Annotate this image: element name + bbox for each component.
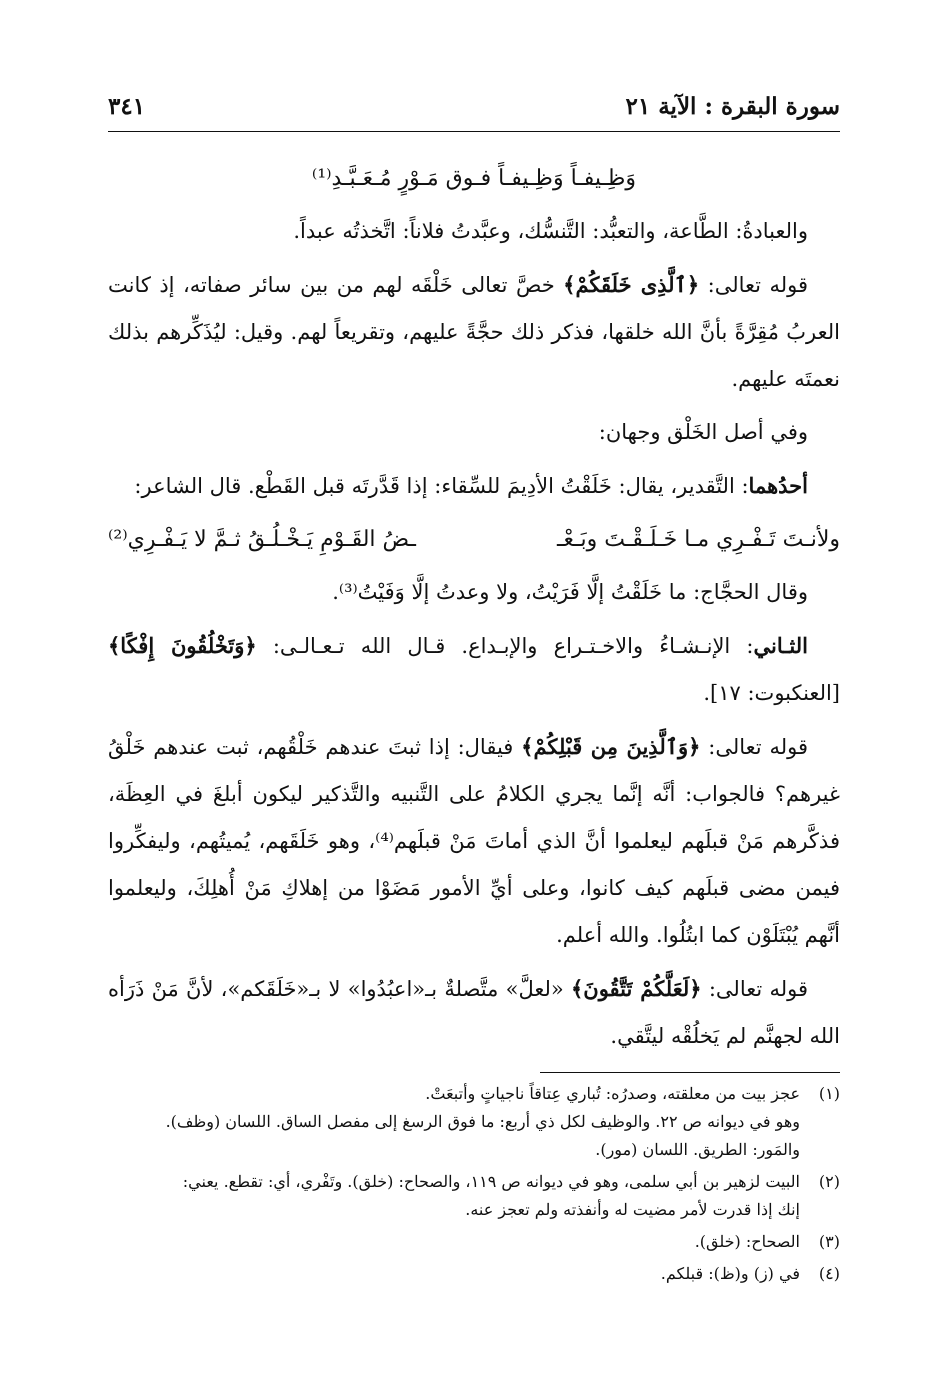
- footnote-number: (٤): [818, 1264, 840, 1283]
- footnote-text: [108, 1260, 800, 1288]
- text: قوله تعالى:: [699, 273, 809, 297]
- paragraph-2: [108, 261, 840, 403]
- footnote-line: والمَور: الطريق. اللسان (مور).: [595, 1140, 800, 1159]
- text: «لعلَّ» متَّصلةٌ بـ«اعبُدُوا» لا بـ«خَلَقَكم»، لأنَّ مَنْ ذَرَأه الله لجهنَّم لم يَخلُقْه ليتَّقي.: [108, 977, 840, 1048]
- footnote-line: وهو في ديوانه ص ٢٢. والوظيف لكل ذي أربع: ما فوق الرسغ إلى مفصل الساق. اللسان (وظف).: [165, 1112, 800, 1131]
- paragraph-5: وقال الحجَّاج: ما خَلَقْتُ إلَّا فَرَيْتُ، ولا وعدتُ إلَّا وَفَيْتُ⁽³⁾.: [332, 580, 808, 604]
- text: فيقال: إذا ثبتَ عندهم خَلْقُهم، ثبت عندهم خَلْقُ غيرهم؟ فالجواب: أنَّه إنَّما يجري الكلامُ على التَّنبيه والتَّذكير ليكون أبلغَ في العِظَة، فذكَّرهم مَنْ قبلَهم ليعلموا أنَّ الذي أماتَ مَنْ قبلَهم⁽⁴⁾، وهو خَلَقَهم، يُميتُهم، وليفكِّروا فيمن مضى قبلَهم كيف كانوا، وعلى أيِّ الأمور مَضَوْا من إهلاكِ مَنْ أُهلِكَ، وليعلموا أنَّهم يُبْتَلَوْن كما ابتُلُوا. والله أعلم.: [108, 735, 840, 947]
- paragraph-3: وفي أصل الخَلْق وجهان:: [598, 420, 808, 444]
- footnote-text: [108, 1080, 800, 1164]
- quran-reference: [العنكبوت: ١٧].: [703, 681, 840, 705]
- running-header: [108, 86, 840, 126]
- quran-quote: ﴿وَٱلَّذِينَ مِن قَبْلِكُمْ﴾: [521, 734, 701, 759]
- footnotes: [108, 1080, 840, 1292]
- paragraph-8: [108, 965, 840, 1060]
- quran-quote: ﴿وَتَخْلُقُونَ إِفْكًا﴾: [108, 633, 257, 658]
- footnote-line: إنك إذا قدرت لأمر مضيت له وأنفذته ولم تعجز عنه.: [465, 1200, 800, 1219]
- text: : التَّقدير، يقال: خَلَقْتُ الأدِيمَ للسِّقاء: إذا قَدَّرتَه قبل القَطْع. قال الشاعر:: [134, 474, 749, 498]
- hemistich-right: ولأنـتَ تَـفْـرِي مـا خَـلَـقْـتَ وبَـعْـ: [557, 527, 840, 552]
- footnote: [108, 1260, 840, 1288]
- footnote-line: البيت لزهير بن أبي سلمى، وهو في ديوانه ص ١١٩، والصحاح: (خلق). وتَفْري، أي: تقطع. يعني:: [182, 1172, 800, 1191]
- footnote-divider: [540, 1072, 840, 1073]
- footnote: [108, 1228, 840, 1256]
- text: : الإنـشـاءُ والاخـتـراع والإبـداع. قـال الله تـعـالـى:: [256, 634, 754, 658]
- paragraph-4: [108, 462, 840, 510]
- footnote-line: عجز بيت من معلقته، وصدرُه: تُباري عِتاقاً ناجياتٍ وأتبعَتْ.: [425, 1084, 800, 1103]
- quran-quote: ﴿ٱلَّذِى خَلَقَكُمْ﴾: [563, 272, 700, 297]
- footnote-text: [108, 1228, 800, 1256]
- footnote-line: في (ز) و(ظ): قبلكم.: [660, 1264, 800, 1283]
- footnote-text: [108, 1168, 800, 1224]
- footnote-number: (٢): [818, 1172, 840, 1191]
- paragraph-6: [108, 622, 840, 717]
- text: قوله تعالى:: [701, 977, 808, 1001]
- hemistich-left: ـضُ القَـوْمِ يَـخْـلُـقُ ثـمَّ لا يَـفْـرِي⁽²⁾: [108, 527, 416, 552]
- quran-quote: ﴿لَعَلَّكُمْ تَتَّقُونَ﴾: [570, 976, 702, 1001]
- footnote: [108, 1168, 840, 1224]
- page-number: ٣٤١: [108, 92, 146, 120]
- text: خصَّ تعالى خَلْقَه لهم من بين سائر صفاته، إذ كانت العربُ مُقِرَّةً بأنَّ الله خلقها، فذكر ذلك حجَّةً عليهم، وتقريعاً لهم. وقيل: ليُذَكِّرهم بذلك نعمتَه عليهم.: [108, 273, 840, 391]
- main-text: [108, 155, 840, 1066]
- footnote-number: (١): [818, 1084, 840, 1103]
- header-divider: [108, 131, 840, 132]
- paragraph-7: [108, 723, 840, 959]
- surah-title: سورة البقرة : الآية ٢١: [625, 92, 840, 120]
- paragraph-1: والعبادةُ: الطَّاعة، والتعبُّد: التَّنسُّك، وعبَّدتُ فلاناً: اتَّخذتُه عبداً.: [293, 219, 808, 243]
- footnote-line: الصحاح: (خلق).: [694, 1232, 800, 1251]
- poetry-couplet: [108, 516, 840, 563]
- footnote-number: (٣): [818, 1232, 840, 1251]
- text: قوله تعالى:: [700, 735, 808, 759]
- term-second: الثـاني: [753, 633, 808, 658]
- term-first: أحدُهما: [748, 473, 808, 498]
- poetry-verse: وَظِـيفـاً وَظِـيفـاً فـوق مَـوْرٍ مُـعَـبَّـدِ⁽¹⁾: [311, 166, 637, 191]
- footnote: [108, 1080, 840, 1164]
